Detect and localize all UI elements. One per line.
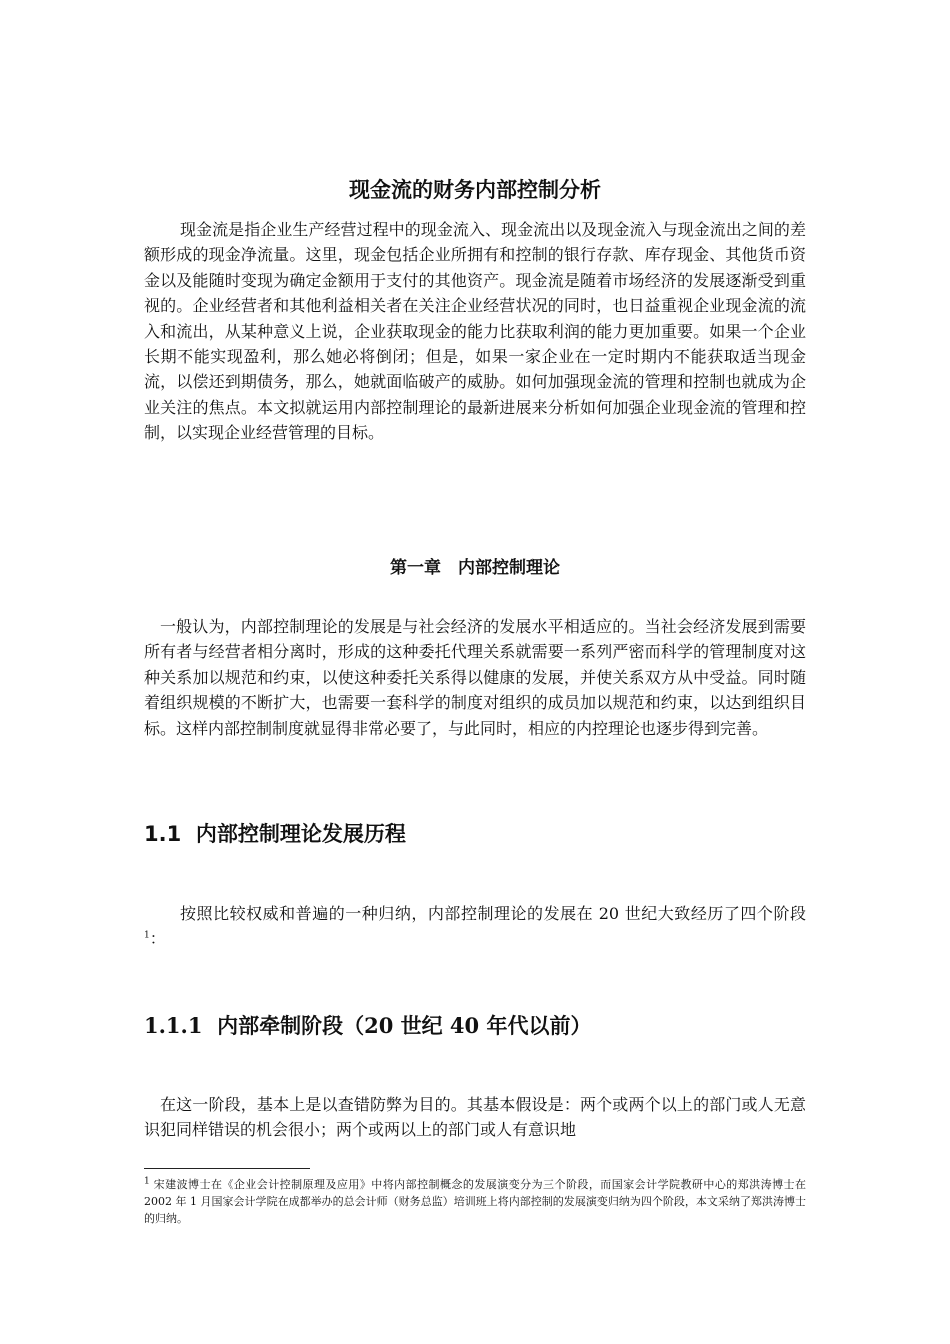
section-heading: 1.1 内部控制理论发展历程 — [144, 822, 406, 846]
footnote-divider — [144, 1168, 310, 1169]
footnote-reference[interactable]: 1 — [144, 931, 150, 942]
footnote — [144, 1176, 806, 1227]
intro-paragraph: 现金流是指企业生产经营过程中的现金流入、现金流出以及现金流入与现金流出之间的差额形成的现金净流量。这里，现金包括企业所拥有和控制的银行存款、库存现金、其他货币资金以及能随时变现为确定金额用于支付的其他资产。现金流是随着市场经济的发展逐渐受到重视的。企业经营者和其他利益相关者在关注企业经营状况的同时，也日益重视企业现金流的流入和流出，从某种意义上说，企业获取现金的能力比获取利润的能力更加重要。如果一个企业长期不能实现盈利，那么她必将倒闭；但是，如果一家企业在一定时期内不能获取适当现金流，以偿还到期债务，那么，她就面临破产的威胁。如何加强现金流的管理和控制也就成为企业关注的焦点。本文拟就运用内部控制理论的最新进展来分析如何加强企业现金流的管理和控制，以实现企业经营管理的目标。 — [144, 220, 806, 443]
section-paragraph-text: 按照比较权威和普遍的一种归纳，内部控制理论的发展在 20 世纪大致经历了四个阶段 — [180, 904, 806, 923]
footnote-text: 宋建波博士在《企业会计控制原理及应用》中将内部控制概念的发展演变分为三个阶段，而国家会计学院教研中心的郑洪涛博士在 2002 年 1 月国家会计学院在成都举办的总会计师（财务总监）培训班上将内部控制的发展演变归纳为四个阶段，本文采纳了郑洪涛博士的归纳。 — [144, 1178, 806, 1225]
section-paragraph — [144, 901, 806, 952]
subsection-paragraph: 在这一阶段，基本上是以查错防弊为目的。其基本假设是：两个或两个以上的部门或人无意识犯同样错误的机会很小；两个或两以上的部门或人有意识地 — [144, 1095, 806, 1140]
chapter-heading: 第一章 内部控制理论 — [390, 558, 560, 578]
section-paragraph-tail: ： — [149, 929, 166, 949]
document-title: 现金流的财务内部控制分析 — [349, 178, 601, 202]
chapter-paragraph: 一般认为，内部控制理论的发展是与社会经济的发展水平相适应的。当社会经济发展到需要所有者与经营者相分离时，形成的这种委托代理关系就需要一系列严密而科学的管理制度对这种关系加以规范和约束，以使这种委托关系得以健康的发展，并使关系双方从中受益。同时随着组织规模的不断扩大，也需要一套科学的制度对组织的成员加以规范和约束，以达到组织目标。这样内部控制制度就显得非常必要了，与此同时，相应的内控理论也逐步得到完善。 — [144, 617, 806, 738]
subsection-heading: 1.1.1 内部牵制阶段（20 世纪 40 年代以前） — [144, 1013, 592, 1038]
footnote-mark: 1 — [144, 1176, 150, 1187]
